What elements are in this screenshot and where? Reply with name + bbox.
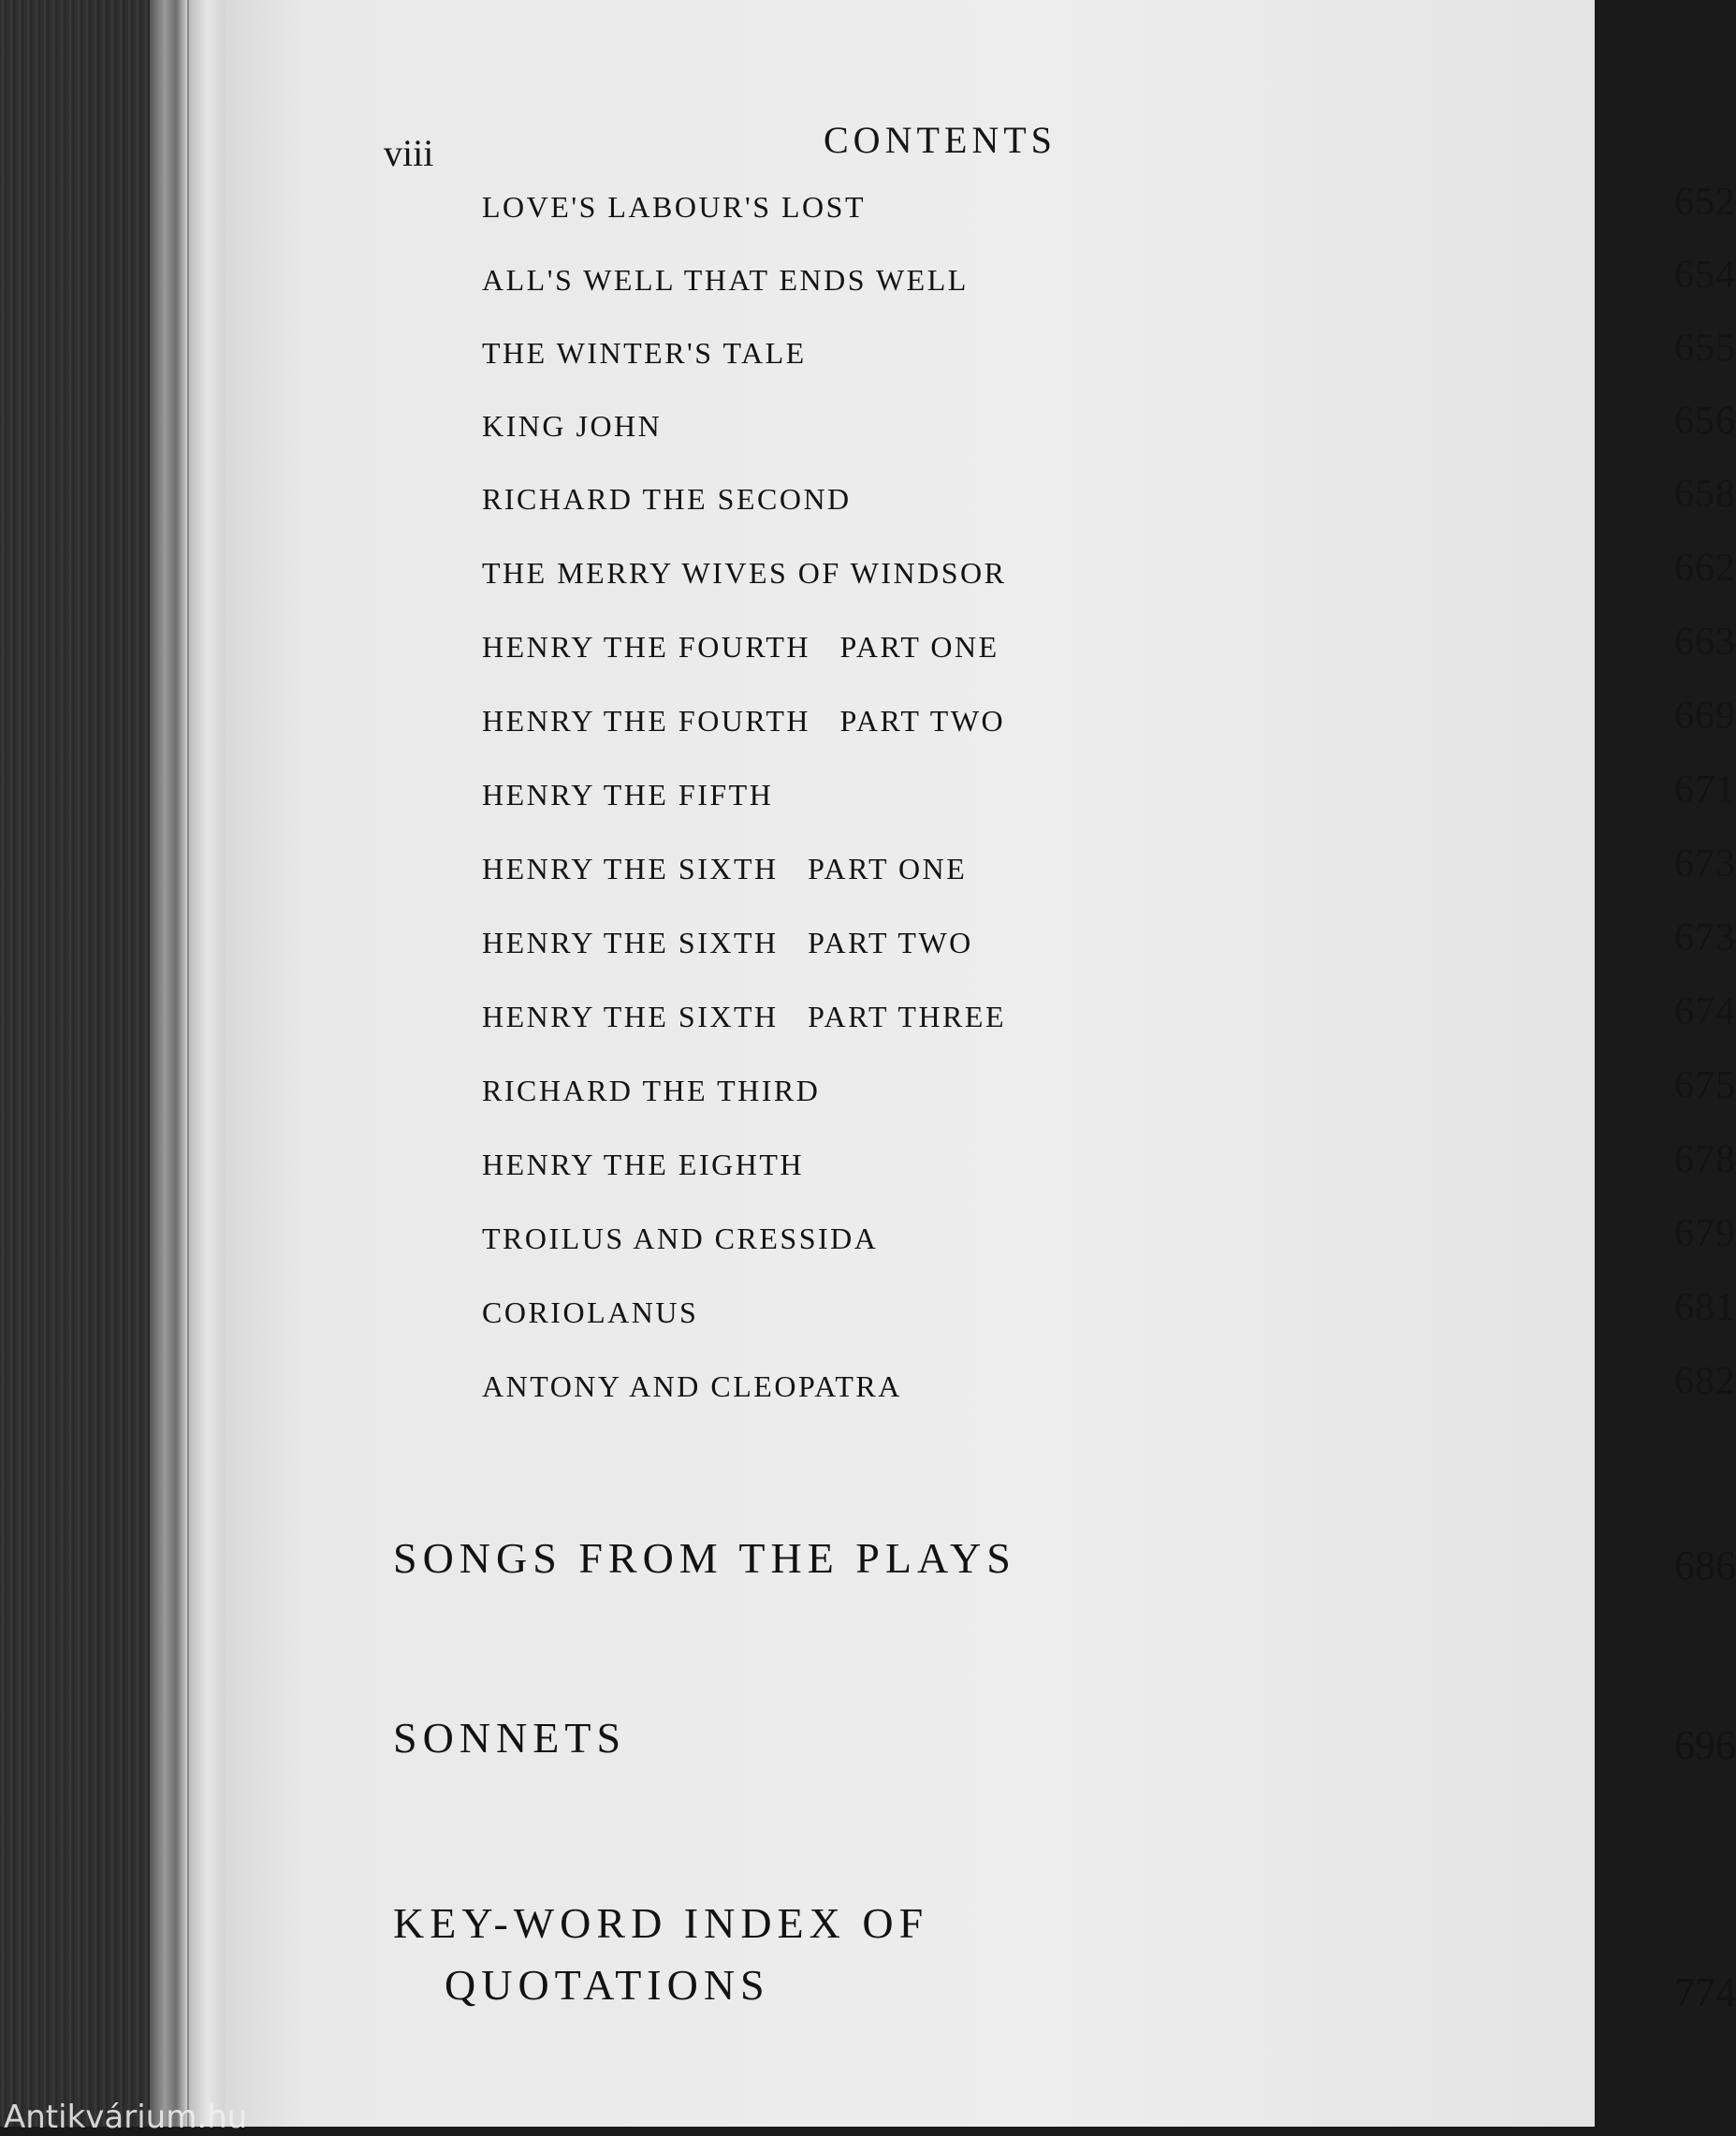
- entry-title: KING JOHN: [482, 409, 663, 443]
- book-spine: [0, 0, 164, 2127]
- toc-entry[interactable]: [482, 1274, 1736, 1330]
- toc-entry[interactable]: [482, 534, 1736, 591]
- section-page: 696: [1674, 1722, 1736, 1768]
- entry-page: 682: [1674, 1360, 1736, 1403]
- entry-page: 662: [1674, 547, 1736, 590]
- entry-page: 669: [1674, 695, 1736, 738]
- entry-page: 652: [1674, 181, 1736, 224]
- entry-page: 673: [1674, 916, 1736, 959]
- entry-title: HENRY THE EIGHTH: [482, 1148, 804, 1181]
- watermark: Antikvárium.hu: [4, 2099, 248, 2136]
- entry-page: 655: [1674, 327, 1736, 370]
- section-page: 686: [1674, 1543, 1736, 1588]
- toc-entry[interactable]: [482, 682, 1736, 739]
- section-title-line1: KEY-WORD INDEX OF: [393, 1899, 929, 1947]
- toc-entry[interactable]: [482, 1126, 1736, 1182]
- toc-section-index[interactable]: [393, 1893, 1736, 2016]
- toc-entry[interactable]: [482, 315, 1736, 371]
- entry-page: 675: [1674, 1064, 1736, 1107]
- spine-edge: [150, 0, 187, 2127]
- toc-entry[interactable]: [482, 904, 1736, 960]
- section-title-line2: QUOTATIONS: [445, 1961, 770, 2009]
- entry-title: CORIOLANUS: [482, 1295, 699, 1329]
- toc-section-songs[interactable]: [393, 1528, 1736, 1589]
- entry-page: 656: [1674, 400, 1736, 443]
- entry-title: LOVE'S LABOUR'S LOST: [482, 190, 866, 224]
- toc-entry[interactable]: [482, 168, 1736, 225]
- contents-page: [225, 0, 1736, 2127]
- entry-title: ANTONY AND CLEOPATRA: [482, 1369, 902, 1403]
- entry-page: 679: [1674, 1212, 1736, 1255]
- toc-entry[interactable]: [482, 241, 1736, 298]
- toc-section-sonnets[interactable]: [393, 1707, 1736, 1769]
- entry-title: HENRY THE SIXTH PART ONE: [482, 852, 968, 885]
- endpaper: [187, 0, 226, 2127]
- entry-title: RICHARD THE THIRD: [482, 1074, 821, 1107]
- entry-page: 663: [1674, 621, 1736, 664]
- toc-entry[interactable]: [482, 978, 1736, 1034]
- section-title: [393, 1893, 928, 2016]
- section-title: SONGS FROM THE PLAYS: [393, 1534, 1016, 1582]
- entry-title: TROILUS AND CRESSIDA: [482, 1222, 879, 1255]
- entry-title: RICHARD THE SECOND: [482, 482, 852, 516]
- folio: viii: [384, 132, 434, 174]
- section-title: SONNETS: [393, 1714, 627, 1762]
- entry-page: 671: [1674, 768, 1736, 812]
- entry-page: 673: [1674, 842, 1736, 885]
- toc-entry[interactable]: [482, 1348, 1736, 1404]
- entry-title: THE MERRY WIVES OF WINDSOR: [482, 556, 1007, 590]
- contents-entries: [225, 0, 1736, 2127]
- toc-entry[interactable]: [482, 1200, 1736, 1256]
- section-page: 774: [1674, 1969, 1736, 2015]
- entry-title: ALL'S WELL THAT ENDS WELL: [482, 263, 969, 297]
- entry-page: 681: [1674, 1286, 1736, 1329]
- entry-page: 654: [1674, 254, 1736, 297]
- toc-entry[interactable]: [482, 461, 1736, 517]
- entry-title: HENRY THE FOURTH PART ONE: [482, 630, 999, 664]
- entry-title: HENRY THE SIXTH PART TWO: [482, 926, 973, 959]
- toc-entry[interactable]: [482, 830, 1736, 886]
- entry-title: HENRY THE FOURTH PART TWO: [482, 704, 1006, 738]
- entry-title: THE WINTER'S TALE: [482, 336, 807, 370]
- entry-page: 674: [1674, 990, 1736, 1033]
- toc-entry[interactable]: [482, 756, 1736, 812]
- running-head: CONTENTS: [824, 119, 1057, 161]
- toc-entry[interactable]: [482, 608, 1736, 665]
- toc-entry[interactable]: [482, 1052, 1736, 1108]
- entry-page: 658: [1674, 473, 1736, 516]
- entry-title: HENRY THE SIXTH PART THREE: [482, 1000, 1006, 1033]
- toc-entry[interactable]: [482, 388, 1736, 444]
- entry-page: 678: [1674, 1138, 1736, 1181]
- entry-title: HENRY THE FIFTH: [482, 778, 774, 812]
